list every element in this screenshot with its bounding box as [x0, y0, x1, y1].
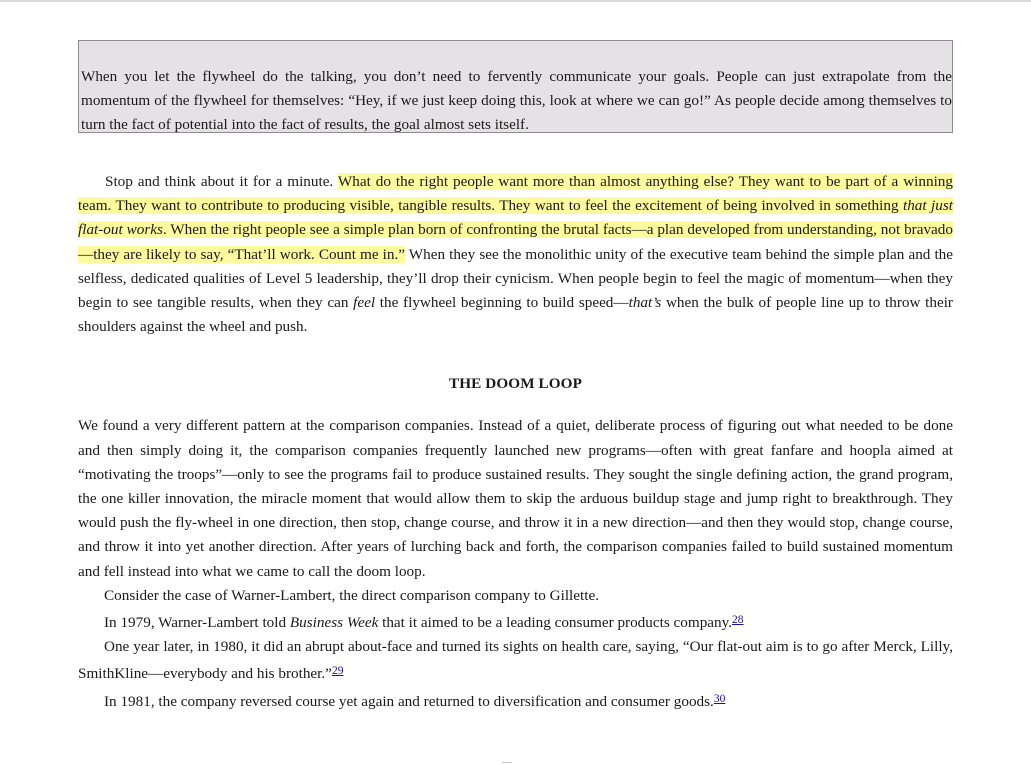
highlight-text: What do the right people want more than almost anything else? They want to be part of a winning team. They want to contribute to producing visible, tangible results. They want to feel the excitement of being involved in something: [78, 173, 953, 215]
highlighted-quote-block: [78, 40, 953, 133]
paragraph-text: when the bulk of people line up to throw their shoulders against the wheel and push.: [78, 294, 953, 336]
paragraph-text: One year later, in 1980, it did an abrupt about-face and turned its sights on health care, saying, “Our flat-out aim is to go after Merck, Lilly, SmithKline—everybody and his brother.”: [78, 638, 953, 683]
paragraph-text: In 1981, the company reversed course yet again and returned to diversification and consumer goods.: [104, 692, 714, 710]
highlight-text: . When the right people see a simple plan born of confronting the brutal facts—a plan developed from understanding, not bravado—they are likely to say, “That’ll work. Count me in.”: [78, 221, 953, 263]
paragraph-1981: [78, 687, 953, 714]
emphasis-text: feel: [353, 294, 376, 312]
paragraph-text: In 1979, Warner-Lambert told: [104, 614, 290, 632]
section-heading: THE DOOM LOOP: [449, 375, 582, 393]
paragraph-text: When they see the monolithic unity of the executive team behind the simple plan and the selfless, dedicated qualities of Level 5 leadership, they’ll drop their cynicism. When people begin to feel the magic of momentum—when they begin to see tangible results, when they can: [78, 245, 953, 312]
paragraph-text: that it aimed to be a leading consumer products company.: [378, 614, 733, 632]
top-edge-rule: [0, 0, 1031, 2]
page-bottom-mark: [502, 762, 512, 763]
footnote-link-28[interactable]: 28: [732, 614, 744, 627]
paragraph-1980: [78, 635, 953, 686]
book-page: [78, 40, 953, 714]
paragraph-1979: [78, 608, 953, 635]
paragraph-text: the flywheel beginning to build speed—: [375, 294, 629, 312]
footnote-link-30[interactable]: 30: [713, 692, 726, 705]
emphasis-text: that just flat-out works: [78, 197, 953, 239]
quote-text: When you let the flywheel do the talking, you don’t need to fervently communicate your goals. People can just extrapolate from the momentum of the flywheel for themselves: “Hey, if we just keep doing this, look at where we can go!” As people decide among themselves to turn the fact of potential into the fact of results, the goal almost sets itself.: [81, 68, 952, 133]
paragraph-comparison-companies: We found a very different pattern at the comparison companies. Instead of a quiet, deliberate process of figuring out what needed to be done and then simply doing it, the comparison companies frequently launched new programs—often with great fanfare and hoopla aimed at “motivating the troops”—only to see the programs fail to produce sustained results. They sought the single defining action, the grand program, the one killer innovation, the miracle moment that would allow them to skip the arduous buildup stage and jump right to breakthrough. They would push the fly-wheel in one direction, then stop, change course, and throw it in a new direction—and then they would stop, change course, and throw it into yet another direction. After years of lurching back and forth, the comparison companies failed to build sustained momentum and fell instead into what we came to call the doom loop.: [78, 417, 953, 580]
footnote-link-29[interactable]: 29: [331, 665, 344, 678]
emphasis-text: that’s: [628, 294, 662, 312]
paragraph-right-people: [78, 170, 953, 339]
paragraph-warner-lambert: Consider the case of Warner-Lambert, the direct comparison company to Gillette.: [104, 586, 599, 604]
paragraph-text: Stop and think about it for a minute.: [105, 173, 338, 190]
publication-title: Business Week: [289, 614, 379, 632]
